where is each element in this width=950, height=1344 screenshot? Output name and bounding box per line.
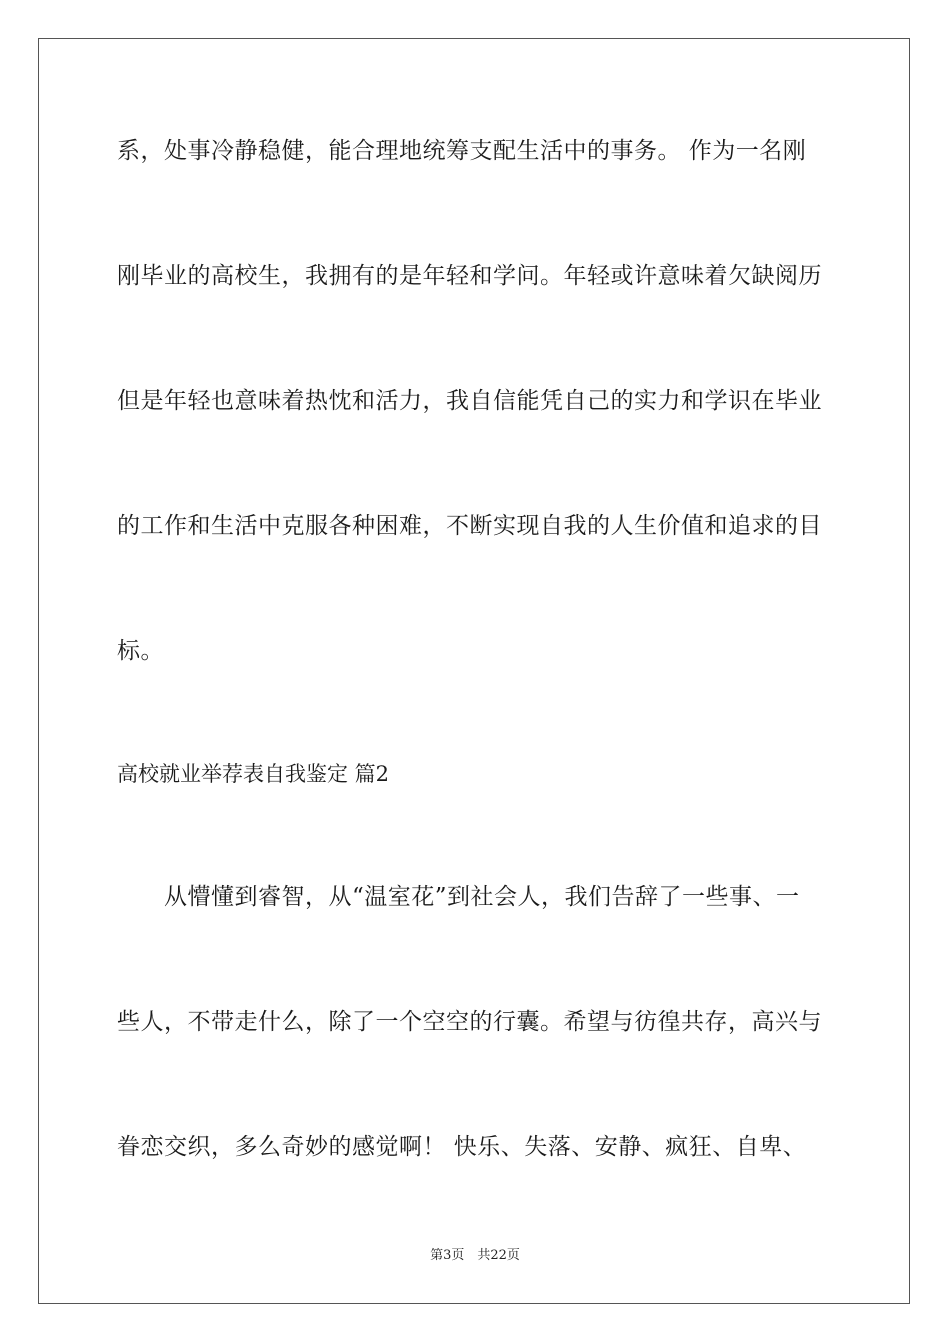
paragraph-line: 些人，不带走什么，除了一个空空的行囊。希望与彷徨共存，高兴与 <box>117 1009 822 1035</box>
page-border <box>38 38 910 1304</box>
paragraph-line: 但是年轻也意味着热忱和活力，我自信能凭自己的实力和学识在毕业 <box>117 388 822 414</box>
paragraph-line: 系，处事冷静稳健，能合理地统筹支配生活中的事务。 作为一名刚 <box>117 138 807 164</box>
paragraph-line: 眷恋交织，多么奇妙的感觉啊！ 快乐、失落、安静、疯狂、自卑、 <box>117 1134 807 1160</box>
page-number-footer: 第3页 共22页 <box>430 1248 520 1263</box>
paragraph-line: 的工作和生活中克服各种困难，不断实现自我的人生价值和追求的目 <box>117 513 822 539</box>
paragraph-line: 标。 <box>117 638 164 664</box>
section-title: 高校就业举荐表自我鉴定 篇2 <box>117 762 390 786</box>
paragraph-line: 刚毕业的高校生，我拥有的是年轻和学问。年轻或许意味着欠缺阅历 <box>117 263 822 289</box>
paragraph-line: 从懵懂到睿智，从“温室花”到社会人，我们告辞了一些事、一 <box>117 884 800 910</box>
